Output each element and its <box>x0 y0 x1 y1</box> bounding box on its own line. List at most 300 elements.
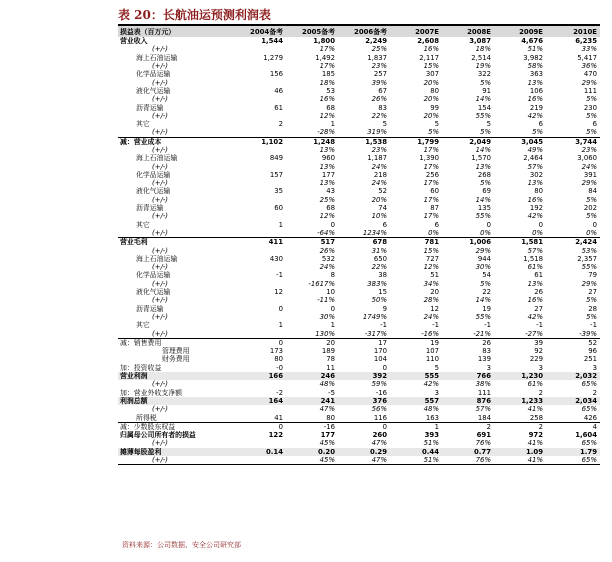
value-cell: -16 <box>286 422 338 431</box>
value-cell: 57% <box>475 405 491 414</box>
value-cell: 5% <box>586 312 597 321</box>
value-cell: 5% <box>480 128 491 137</box>
row-label: (+/-) <box>152 263 168 272</box>
value-cell <box>236 329 286 338</box>
value-cell: 166 <box>236 372 286 380</box>
value-cell: 25% <box>319 195 335 204</box>
value-cell: 1234% <box>362 228 387 237</box>
value-cell: 59% <box>371 380 387 389</box>
value-cell: 22% <box>371 263 387 272</box>
table-row <box>118 456 600 464</box>
row-label: (+/-) <box>152 380 168 389</box>
value-cell: 256 <box>425 170 439 179</box>
table-row <box>118 87 600 95</box>
value-cell: 391 <box>583 170 597 179</box>
value-cell: 6 <box>592 120 597 129</box>
value-cell: 61% <box>527 380 543 389</box>
row-label: 减：少数股东权益 <box>118 422 236 431</box>
value-cell: 376 <box>338 397 390 405</box>
table-row <box>118 255 600 263</box>
table-row <box>118 280 600 288</box>
table-row <box>118 187 600 195</box>
value-cell: 80 <box>534 187 543 196</box>
value-cell: 106 <box>529 86 543 95</box>
value-cell: 0% <box>586 228 597 237</box>
value-cell: 6 <box>382 220 387 229</box>
table-row <box>118 45 600 53</box>
table-row <box>118 263 600 271</box>
value-cell: 80 <box>274 355 283 364</box>
value-cell: -1 <box>590 321 597 330</box>
value-cell: 5,417 <box>577 53 597 62</box>
value-cell: 0.20 <box>286 448 338 456</box>
value-cell: 17% <box>423 162 439 171</box>
table-row <box>118 196 600 204</box>
table-row <box>118 204 600 212</box>
value-cell: -2 <box>276 388 283 397</box>
value-cell: 5% <box>586 111 597 120</box>
value-cell: -39% <box>579 329 597 338</box>
value-cell: 12% <box>319 212 335 221</box>
header-cell: 2005备考 <box>286 26 338 37</box>
value-cell: 260 <box>372 431 387 440</box>
value-cell: 1 <box>390 422 442 431</box>
value-cell <box>236 212 286 220</box>
value-cell: 28% <box>423 296 439 305</box>
value-cell: 57% <box>527 246 543 255</box>
table-row <box>118 238 600 247</box>
row-label: (+/-) <box>152 246 168 255</box>
value-cell: 26% <box>319 246 335 255</box>
value-cell: 766 <box>442 372 494 380</box>
row-label: 营业利润 <box>118 372 236 380</box>
value-cell: 19 <box>482 304 491 313</box>
row-label: (+/-) <box>152 312 168 321</box>
value-cell: -0 <box>276 363 283 372</box>
value-cell: 229 <box>529 355 543 364</box>
value-cell: 52 <box>378 187 387 196</box>
value-cell: 45% <box>319 439 335 448</box>
table-row <box>118 372 600 380</box>
value-cell <box>236 263 286 271</box>
value-cell: -5 <box>328 388 335 397</box>
value-cell: 99 <box>430 103 439 112</box>
value-cell: 122 <box>268 431 283 440</box>
value-cell: 14% <box>475 195 491 204</box>
value-cell: 68 <box>326 204 335 213</box>
value-cell <box>236 380 286 388</box>
value-cell: -27% <box>525 329 543 338</box>
value-cell: 0.44 <box>390 448 442 456</box>
value-cell: 1 <box>330 321 335 330</box>
value-cell: 2 <box>592 388 597 397</box>
header-cell: 2007E <box>390 26 442 37</box>
value-cell: 16% <box>527 95 543 104</box>
value-cell: 47% <box>319 405 335 414</box>
value-cell: 39% <box>371 78 387 87</box>
value-cell: 944 <box>477 254 491 263</box>
income-statement-table <box>118 26 600 464</box>
value-cell: 1,800 <box>313 37 335 46</box>
value-cell: 2 <box>494 422 546 431</box>
row-label: 管理费用 <box>162 347 190 356</box>
table-row <box>118 439 600 447</box>
value-cell: 4,676 <box>521 37 543 46</box>
value-cell: 26% <box>371 95 387 104</box>
table-row <box>118 380 600 388</box>
value-cell: 22% <box>371 111 387 120</box>
value-cell <box>236 246 286 254</box>
value-cell: 0 <box>236 338 286 347</box>
table-row <box>118 246 600 254</box>
value-cell: 43 <box>326 187 335 196</box>
value-cell: 5% <box>428 128 439 137</box>
table-header-row <box>118 26 600 37</box>
value-cell: 51 <box>430 271 439 280</box>
table-row <box>118 313 600 321</box>
value-cell: 1,230 <box>494 372 546 380</box>
value-cell: 1,604 <box>575 431 597 440</box>
value-cell: 20% <box>423 95 439 104</box>
value-cell: -317% <box>364 329 387 338</box>
value-cell: 12% <box>423 263 439 272</box>
value-cell: 0 <box>538 220 543 229</box>
value-cell: 1,006 <box>442 238 494 247</box>
value-cell: 13% <box>527 279 543 288</box>
value-cell: 80 <box>326 413 335 422</box>
value-cell: 1,279 <box>263 53 283 62</box>
value-cell: 177 <box>321 170 335 179</box>
value-cell: 0.14 <box>236 448 286 456</box>
row-label: (+/-) <box>152 405 168 414</box>
value-cell: -21% <box>473 329 491 338</box>
value-cell: 51% <box>423 439 439 448</box>
value-cell: 302 <box>529 170 543 179</box>
value-cell: 177 <box>320 431 335 440</box>
value-cell: 92 <box>534 347 543 356</box>
row-label: (+/-) <box>152 228 168 237</box>
table-row <box>118 338 600 347</box>
row-label: 海上石油运输 <box>136 154 178 163</box>
value-cell: 29% <box>581 279 597 288</box>
value-cell: 1,233 <box>494 397 546 405</box>
row-label: (+/-) <box>152 212 168 221</box>
row-label: (+/-) <box>152 455 168 464</box>
value-cell: 65% <box>581 439 597 448</box>
table-body <box>118 37 600 464</box>
value-cell: 5 <box>434 363 439 372</box>
value-cell: 156 <box>269 70 283 79</box>
value-cell: 1 <box>278 321 283 330</box>
value-cell: 1,544 <box>261 37 283 46</box>
value-cell <box>236 146 286 154</box>
value-cell: 363 <box>529 70 543 79</box>
value-cell: 0.77 <box>442 448 494 456</box>
value-cell: 17% <box>423 146 439 154</box>
value-cell: 164 <box>236 397 286 405</box>
value-cell: 111 <box>583 86 597 95</box>
value-cell: 1.79 <box>546 448 600 456</box>
value-cell: 13% <box>527 78 543 87</box>
table-row <box>118 448 600 456</box>
value-cell: 0 <box>330 304 335 313</box>
value-cell: 57% <box>527 162 543 171</box>
value-cell: 1 <box>278 220 283 229</box>
value-cell: 1,581 <box>494 238 546 247</box>
value-cell: 76% <box>475 455 491 464</box>
value-cell: 876 <box>442 397 494 405</box>
table-row <box>118 431 600 439</box>
value-cell: 3,982 <box>523 53 543 62</box>
value-cell: 14% <box>475 95 491 104</box>
table-row <box>118 95 600 103</box>
table-row <box>118 212 600 220</box>
value-cell: 14% <box>475 296 491 305</box>
header-cell: 2009E <box>494 26 546 37</box>
value-cell <box>236 280 286 288</box>
value-cell: 110 <box>425 355 439 364</box>
value-cell: 22 <box>482 288 491 297</box>
value-cell: 1,492 <box>315 53 335 62</box>
value-cell: 6 <box>538 120 543 129</box>
header-cell: 2010E <box>546 26 600 37</box>
value-cell: 83 <box>378 103 387 112</box>
value-cell <box>236 78 286 86</box>
value-cell: 12 <box>430 304 439 313</box>
value-cell <box>236 405 286 413</box>
value-cell <box>236 313 286 321</box>
value-cell: 557 <box>390 397 442 405</box>
value-cell <box>236 229 286 238</box>
value-cell: 87 <box>430 204 439 213</box>
value-cell: 0 <box>592 220 597 229</box>
value-cell: 38% <box>475 380 491 389</box>
value-cell: 4 <box>546 422 600 431</box>
value-cell <box>236 112 286 120</box>
table-row <box>118 271 600 279</box>
value-cell: 1,248 <box>286 137 338 146</box>
value-cell: 3,744 <box>546 137 600 146</box>
row-label: 海上石油运输 <box>136 254 178 263</box>
table-row <box>118 405 600 413</box>
row-label: 海上石油运输 <box>136 53 178 62</box>
value-cell: 61% <box>527 263 543 272</box>
value-cell: 189 <box>321 347 335 356</box>
value-cell: 202 <box>583 204 597 213</box>
row-label: (+/-) <box>152 45 168 54</box>
table-row <box>118 229 600 238</box>
value-cell: 173 <box>269 347 283 356</box>
table-row <box>118 321 600 329</box>
table-row <box>118 171 600 179</box>
row-label: 营业收入 <box>120 37 148 46</box>
value-cell: 5% <box>586 128 597 137</box>
table-title: 表 20：长航油运预测利润表 <box>118 8 271 22</box>
value-cell: 15% <box>423 62 439 71</box>
table-row <box>118 305 600 313</box>
value-cell: -16 <box>375 388 387 397</box>
value-cell <box>236 45 286 53</box>
value-cell: 5 <box>486 120 491 129</box>
table-row <box>118 347 600 355</box>
value-cell: 42% <box>423 380 439 389</box>
value-cell: 2,117 <box>419 53 439 62</box>
value-cell <box>236 62 286 70</box>
value-cell: 3 <box>592 363 597 372</box>
value-cell: 23% <box>371 146 387 154</box>
value-cell: 0% <box>480 228 491 237</box>
row-label: 化学品运输 <box>136 170 171 179</box>
value-cell: 60 <box>274 204 283 213</box>
value-cell: 430 <box>269 254 283 263</box>
value-cell: 678 <box>338 238 390 247</box>
value-cell: 16% <box>527 296 543 305</box>
value-cell: 781 <box>390 238 442 247</box>
value-cell: 5 <box>382 120 387 129</box>
value-cell: -11% <box>317 296 335 305</box>
value-cell: 35 <box>274 187 283 196</box>
value-cell: 6 <box>434 220 439 229</box>
value-cell: -16% <box>421 329 439 338</box>
value-cell: 27 <box>588 288 597 297</box>
value-cell: 23% <box>581 146 597 154</box>
value-cell: 17% <box>423 212 439 221</box>
value-cell: 65% <box>581 455 597 464</box>
value-cell: -1 <box>380 321 387 330</box>
value-cell: 185 <box>321 70 335 79</box>
value-cell: 61 <box>534 271 543 280</box>
value-cell <box>236 95 286 103</box>
table-row <box>118 288 600 296</box>
value-cell: 17% <box>319 62 335 71</box>
value-cell: 130% <box>315 329 335 338</box>
value-cell: 9 <box>382 304 387 313</box>
table-row <box>118 37 600 45</box>
header-cell: 2008E <box>442 26 494 37</box>
value-cell: 41% <box>527 455 543 464</box>
value-cell: 107 <box>425 347 439 356</box>
table-row <box>118 128 600 137</box>
value-cell: 33% <box>581 45 597 54</box>
row-label: (+/-) <box>152 95 168 104</box>
value-cell: 80 <box>430 86 439 95</box>
value-cell: 96 <box>588 347 597 356</box>
value-cell: 38 <box>378 271 387 280</box>
value-cell: 74 <box>378 204 387 213</box>
table-row <box>118 413 600 422</box>
value-cell: 41% <box>527 405 543 414</box>
value-cell: 24% <box>371 162 387 171</box>
header-cell: 损益表（百万元） <box>118 26 236 37</box>
value-cell: 55% <box>475 212 491 221</box>
value-cell: 78 <box>326 355 335 364</box>
value-cell: 42% <box>527 212 543 221</box>
row-label: (+/-) <box>152 162 168 171</box>
value-cell: 13% <box>527 179 543 188</box>
value-cell: 24% <box>423 312 439 321</box>
value-cell: 3 <box>486 363 491 372</box>
value-cell: 0 <box>278 304 283 313</box>
value-cell: 2,249 <box>365 37 387 46</box>
value-cell: 0 <box>236 422 286 431</box>
bottom-rule <box>118 464 600 465</box>
value-cell: 5% <box>586 95 597 104</box>
value-cell: 24% <box>581 162 597 171</box>
value-cell: 23% <box>371 62 387 71</box>
value-cell: 91 <box>482 86 491 95</box>
value-cell: 5% <box>586 296 597 305</box>
value-cell: 0% <box>532 228 543 237</box>
value-cell: 1,102 <box>236 137 286 146</box>
value-cell: 219 <box>529 103 543 112</box>
row-label: (+/-) <box>152 146 168 154</box>
header-cell: 2006备考 <box>338 26 390 37</box>
row-label: (+/-) <box>152 329 168 338</box>
value-cell: 18% <box>319 78 335 87</box>
value-cell: 251 <box>583 355 597 364</box>
value-cell: 650 <box>373 254 387 263</box>
value-cell: 2 <box>278 120 283 129</box>
value-cell: 20 <box>430 288 439 297</box>
row-label: 归属母公司所有者的损益 <box>120 431 196 440</box>
value-cell: 18% <box>475 45 491 54</box>
value-cell: 849 <box>269 154 283 163</box>
value-cell: 26 <box>442 338 494 347</box>
row-label: 财务费用 <box>162 355 190 364</box>
value-cell: 51% <box>423 455 439 464</box>
value-cell: 392 <box>338 372 390 380</box>
value-cell: 34% <box>423 279 439 288</box>
value-cell: 1749% <box>362 312 387 321</box>
table-row <box>118 154 600 162</box>
value-cell: 60 <box>430 187 439 196</box>
value-cell: 532 <box>321 254 335 263</box>
value-cell: 1,518 <box>523 254 543 263</box>
value-cell: 25% <box>371 45 387 54</box>
value-cell: 46 <box>274 86 283 95</box>
row-label: 摊薄每股盈利 <box>118 448 236 456</box>
row-label: 化学品运输 <box>136 271 171 280</box>
value-cell: 163 <box>425 413 439 422</box>
value-cell: 41 <box>274 413 283 422</box>
row-label: 化学品运输 <box>136 70 171 79</box>
value-cell: 19 <box>390 338 442 347</box>
row-label: (+/-) <box>152 296 168 305</box>
value-cell <box>236 128 286 137</box>
table-row <box>118 120 600 128</box>
value-cell: 55% <box>475 312 491 321</box>
value-cell: 12% <box>319 111 335 120</box>
value-cell: 393 <box>424 431 439 440</box>
value-cell: -1 <box>484 321 491 330</box>
value-cell: 1.09 <box>494 448 546 456</box>
value-cell <box>236 439 286 447</box>
value-cell: 42% <box>527 111 543 120</box>
row-label: 液化气运输 <box>136 86 171 95</box>
table-row <box>118 397 600 405</box>
value-cell: 65% <box>581 380 597 389</box>
value-cell: 2,357 <box>577 254 597 263</box>
value-cell: 31% <box>371 246 387 255</box>
value-cell: -64% <box>317 228 335 237</box>
table-row <box>118 364 600 372</box>
value-cell: 1,538 <box>338 137 390 146</box>
value-cell: 13% <box>319 146 335 154</box>
value-cell: -1 <box>432 321 439 330</box>
table-row <box>118 70 600 78</box>
value-cell: 15% <box>423 246 439 255</box>
table-row <box>118 221 600 229</box>
